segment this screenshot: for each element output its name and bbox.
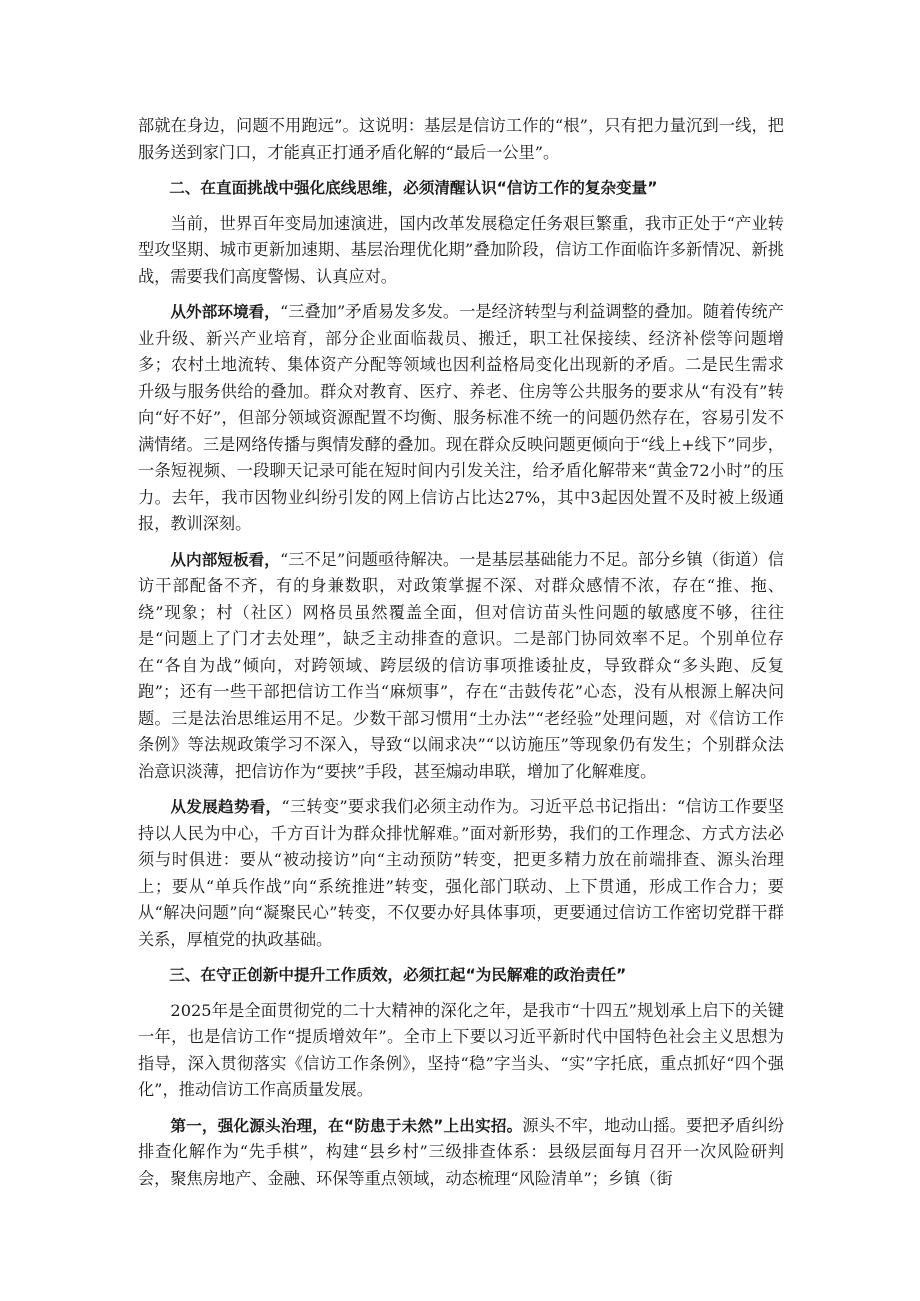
paragraph-current-situation: 当前，世界百年变局加速演进，国内改革发展稳定任务艰巨繁重，我市正处于“产业转型攻坚期、城市更新加速期、基层治理优化期”叠加阶段，信访工作面临许多新情况、新挑战，需要我们高度警惕、认真应对。 [138, 213, 784, 286]
paragraph-lead-trend: 从发展趋势看， [170, 798, 282, 816]
paragraph-lead-external: 从外部环境看， [170, 303, 280, 321]
section-heading-2: 二、在直面挑战中强化底线思维，必须清醒认识“信访工作的复杂变量” [169, 179, 658, 197]
paragraph-lead-internal: 从内部短板看， [170, 550, 280, 569]
paragraph-body-external: “三叠加”矛盾易发多发。一是经济转型与利益调整的叠加。随着传统产业升级、新兴产业培育，部分企业面临裁员、搬迁，职工社保接续、经济补偿等问题增多；农村土地流转、集体资产分配等领域也因利益格局变化出现新的矛盾。二是民生需求升级与服务供给的叠加。群众对教育、医疗、养老、住房等公共服务的要求从“有没有”转向“好不好”，但部分领域资源配置不均衡、服务标准不统一的问题仍然存在，容易引发不满情绪。三是网络传播与舆情发酵的叠加。现在群众反映问题更倾向于“线上+线下”同步，一条短视频、一段聊天记录可能在短时间内引发关注，给矛盾化解带来“黄金72小时”的压力。去年，我市因物业纠纷引发的网上信访占比达27%，其中3起因处置不及时被上级通报，教训深刻。 [138, 302, 784, 533]
paragraph-external-environment [138, 299, 784, 538]
paragraph-source-governance [138, 1113, 784, 1193]
paragraph-year-2025: 2025年是全面贯彻党的二十大精神的深化之年，是我市“十四五”规划承上启下的关键一年，也是信访工作“提质增效年”。全市上下要以习近平新时代中国特色社会主义思想为指导，深入贯彻落实《信访工作条例》，坚持“稳”字当头、“实”字托底，重点抓好“四个强化”，推动信访工作高质量发展。 [138, 1000, 784, 1099]
paragraph-body-source: 源头不牢，地动山摇。要把矛盾纠纷排查化解作为“先手棋”，构建“县乡村”三级排查体系：县级层面每月召开一次风险研判会，聚焦房地产、金融、环保等重点领域，动态梳理“风险清单”；乡镇（街 [138, 1115, 785, 1188]
paragraph-body-trend: “三转变”要求我们必须主动作为。习近平总书记指出：“信访工作要坚持以人民为中心，千方百计为群众排忧解难。”面对新形势，我们的工作理念、方式方法必须与时俱进：要从“被动接访”向“主动预防”转变，把更多精力放在前端排查、源头治理上；要从“单兵作战”向“系统推进”转变，强化部门联动、上下贯通，形成工作合力；要从“解决问题”向“凝聚民心”转变，不仅要办好具体事项，更要通过信访工作密切党群干群关系，厚植党的执政基础。 [138, 797, 784, 949]
paragraph-continued: 部就在身边，问题不用跑远”。这说明：基层是信访工作的“根”，只有把力量沉到一线，把服务送到家门口，才能真正打通矛盾化解的“最后一公里”。 [138, 116, 784, 162]
paragraph-body-internal: “三不足”问题亟待解决。一是基层基础能力不足。部分乡镇（街道）信访干部配备不齐，有的身兼数职，对政策掌握不深、对群众感情不浓，存在“推、拖、绕”现象；村（社区）网格员虽然覆盖全面，但对信访苗头性问题的敏感度不够，往往是“问题上了门才去处理”，缺乏主动排查的意识。二是部门协同效率不足。个别单位存在“各自为战”倾向，对跨领域、跨层级的信访事项推诿扯皮，导致群众“多头跑、反复跑”；还有一些干部把信访工作当“麻烦事”，存在“击鼓传花”心态，没有从根源上解决问题。三是法治思维运用不足。少数干部习惯用“土办法”“老经验”处理问题，对《信访工作条例》等法规政策学习不深入，导致“以闹求决”“以访施压”等现象仍有发生；个别群众法治意识淡薄，把信访作为“要挟”手段，甚至煽动串联，增加了化解难度。 [138, 549, 784, 781]
section-heading-3: 三、在守正创新中提升工作质效，必须扛起“为民解难的政治责任” [169, 966, 627, 984]
paragraph-lead-source: 第一，强化源头治理，在“防患于未然”上出实招。 [170, 1116, 523, 1135]
paragraph-internal-weakness [138, 547, 784, 786]
paragraph-development-trend [138, 794, 784, 953]
document-body [138, 113, 784, 1201]
